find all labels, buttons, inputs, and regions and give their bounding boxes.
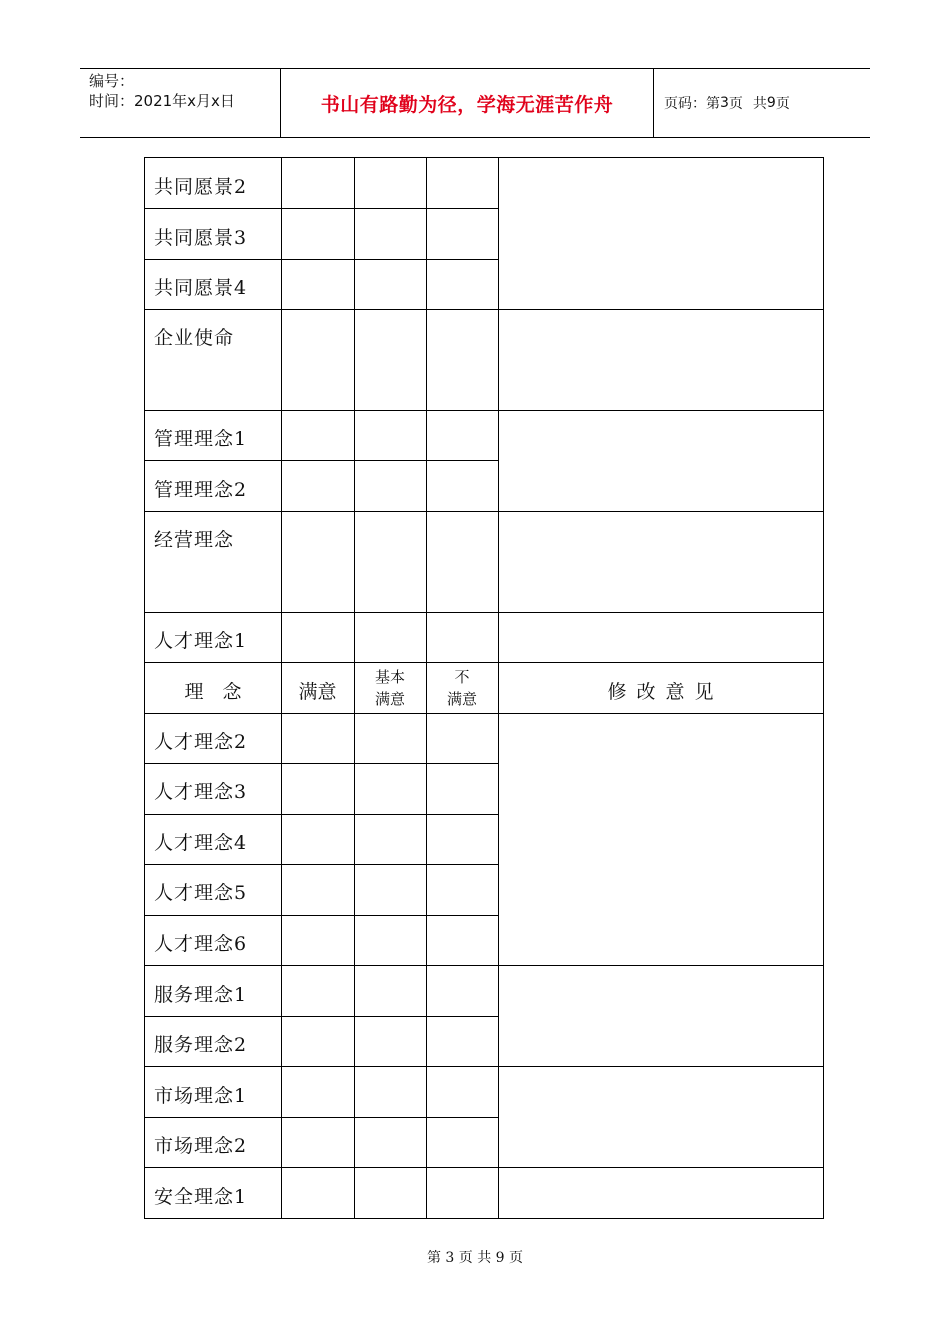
header-basically-satisfied bbox=[354, 666, 426, 710]
header-basically-satisfied-line1: 基本 bbox=[374, 668, 405, 686]
row-divider bbox=[145, 410, 823, 411]
page-info-label: 页码：第 bbox=[664, 96, 720, 112]
row-divider bbox=[145, 763, 498, 764]
header-concept: 理 念 bbox=[184, 681, 242, 703]
column-divider bbox=[426, 158, 427, 1218]
header-basically-satisfied-line2: 满意 bbox=[374, 690, 405, 708]
row-label: 人才理念1 bbox=[154, 630, 248, 652]
column-divider bbox=[354, 158, 355, 1218]
row-divider bbox=[145, 208, 498, 209]
header-unsatisfied-line1: 不 bbox=[454, 668, 470, 686]
header-page-info bbox=[654, 69, 870, 137]
row-divider bbox=[145, 965, 823, 966]
row-label: 安全理念1 bbox=[154, 1186, 248, 1208]
header-meta bbox=[80, 69, 281, 137]
row-label: 人才理念4 bbox=[154, 832, 248, 854]
row-divider bbox=[145, 511, 823, 512]
page-info-current: 3 bbox=[720, 95, 729, 111]
page-header bbox=[80, 68, 870, 138]
column-divider bbox=[498, 158, 499, 1218]
header-satisfied: 满意 bbox=[298, 681, 337, 703]
row-divider bbox=[145, 713, 823, 714]
row-label: 共同愿景2 bbox=[154, 176, 248, 198]
row-label: 企业使命 bbox=[154, 327, 235, 349]
row-label: 市场理念2 bbox=[154, 1135, 248, 1157]
header-suggestions: 修 改 意 见 bbox=[607, 681, 716, 703]
row-divider bbox=[145, 814, 498, 815]
row-divider bbox=[145, 1167, 823, 1168]
header-motto: 书山有路勤为径，学海无涯苦作舟 bbox=[281, 69, 654, 137]
row-divider bbox=[145, 1016, 498, 1017]
row-label: 共同愿景3 bbox=[154, 227, 248, 249]
document-number-label: 编号： bbox=[89, 72, 135, 90]
row-divider bbox=[145, 1066, 823, 1067]
row-divider bbox=[145, 1117, 498, 1118]
page-info-total-prefix: 共 bbox=[752, 96, 767, 112]
document-time-label: 时间：2021年x月x日 bbox=[89, 92, 235, 110]
header-unsatisfied bbox=[426, 666, 498, 710]
page-info-suffix: 页 bbox=[775, 96, 790, 112]
row-divider bbox=[145, 915, 498, 916]
row-divider bbox=[145, 864, 498, 865]
row-label: 服务理念1 bbox=[154, 984, 248, 1006]
row-divider bbox=[145, 259, 498, 260]
page-footer: 第 3 页 共 9 页 bbox=[426, 1250, 524, 1266]
page-info-total: 9 bbox=[766, 95, 776, 111]
row-divider bbox=[145, 662, 823, 663]
row-divider bbox=[145, 460, 498, 461]
row-label: 服务理念2 bbox=[154, 1034, 248, 1056]
row-label: 管理理念2 bbox=[154, 479, 248, 501]
row-divider bbox=[145, 309, 823, 310]
page-info-mid: 页 bbox=[728, 96, 743, 112]
row-divider bbox=[145, 612, 823, 613]
header-unsatisfied-line2: 满意 bbox=[446, 690, 477, 708]
row-label: 人才理念6 bbox=[154, 933, 248, 955]
row-label: 市场理念1 bbox=[154, 1085, 248, 1107]
row-label: 共同愿景4 bbox=[154, 277, 248, 299]
column-divider bbox=[281, 158, 282, 1218]
row-label: 人才理念3 bbox=[154, 781, 248, 803]
row-label: 人才理念2 bbox=[154, 731, 248, 753]
evaluation-form-table bbox=[144, 157, 824, 1219]
row-label: 人才理念5 bbox=[154, 882, 248, 904]
row-label: 管理理念1 bbox=[154, 428, 248, 450]
row-label: 经营理念 bbox=[154, 529, 235, 551]
